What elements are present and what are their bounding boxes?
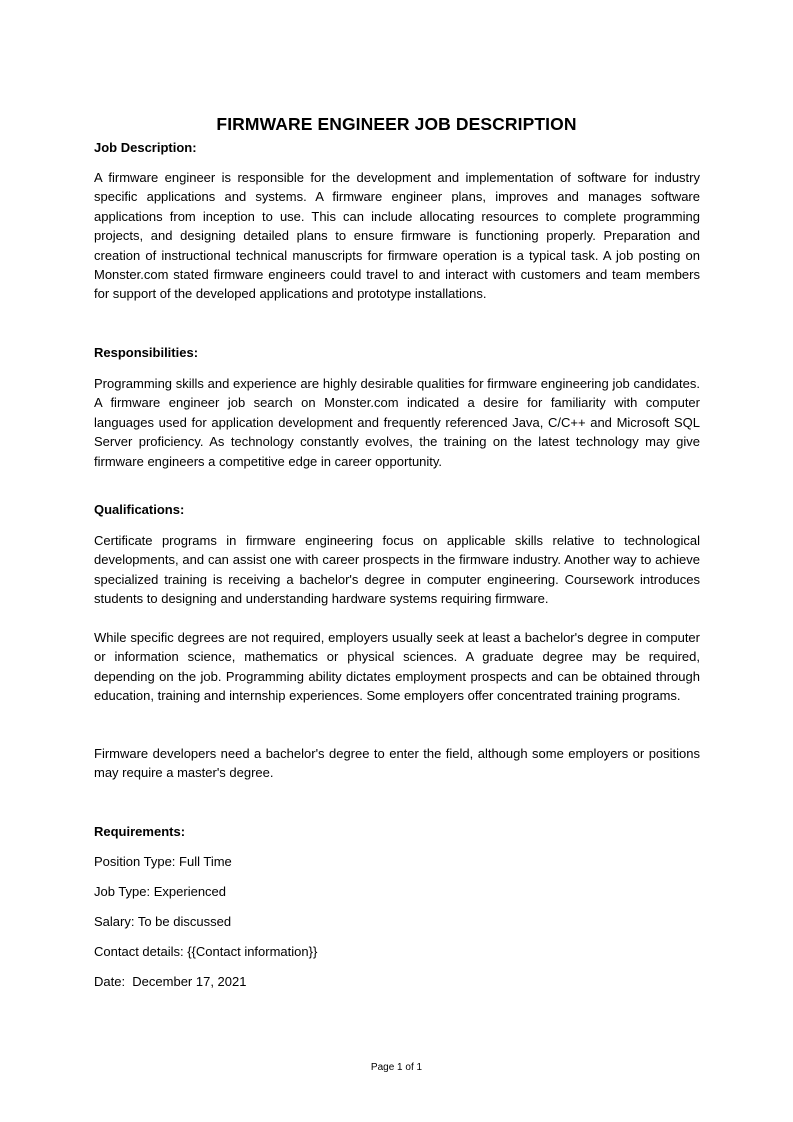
responsibilities-heading: Responsibilities: <box>94 345 199 360</box>
job-description-paragraph: A firmware engineer is responsible for the development and implementation of software for industry specific applications and systems. A firmware engineer plans, improves and manages software applications from inception to use. This can include allocating resources to complete programming projects, and designing detailed plans to ensure firmware is functioning properly. Preparation and creation of instructional technical manuscripts for firmware operation is a typical task. A job posting on Monster.com stated firmware engineers could travel to and interact with customers and team members for support of the developed applications and prototype installations. <box>94 170 700 302</box>
page-number-footer: Page 1 of 1 <box>370 1062 423 1073</box>
qualifications-paragraph-2: While specific degrees are not required, employers usually seek at least a bachelor's degree in computer or information science, mathematics or physical sciences. A graduate degree may be required, depending on the job. Programming ability dictates employment prospects and can be obtained through education, training and internship experiences. Some employers offer concentrated training programs. <box>94 630 700 704</box>
qualifications-heading: Qualifications: <box>94 502 185 517</box>
job-description-heading: Job Description: <box>94 140 197 155</box>
date-line: Date: December 17, 2021 <box>94 974 247 989</box>
responsibilities-paragraph: Programming skills and experience are highly desirable qualities for firmware engineering job candidates. A firmware engineer job search on Monster.com indicated a desire for familiarity with computer languages used for application development and frequently referenced Java, C/C++ and Microsoft SQL Server proficiency. As technology constantly evolves, the training on the latest technology may give firmware engineers a competitive edge in career opportunity. <box>94 376 700 469</box>
salary-line: Salary: To be discussed <box>94 914 232 929</box>
job-type-line: Job Type: Experienced <box>94 884 227 899</box>
position-type-line: Position Type: Full Time <box>94 854 232 869</box>
qualifications-paragraph-3: Firmware developers need a bachelor's degree to enter the field, although some employers or positions may require a master's degree. <box>94 746 700 781</box>
document-title: FIRMWARE ENGINEER JOB DESCRIPTION <box>216 114 577 134</box>
contact-details-line: Contact details: {{Contact information}} <box>94 944 318 959</box>
requirements-heading: Requirements: <box>94 824 186 839</box>
qualifications-paragraph-1: Certificate programs in firmware engineering focus on applicable skills relative to technological developments, and can assist one with career prospects in the firmware industry. Another way to achieve specialized training is receiving a bachelor's degree in computer engineering. Coursework introduces students to designing and understanding hardware systems requiring firmware. <box>94 533 700 607</box>
